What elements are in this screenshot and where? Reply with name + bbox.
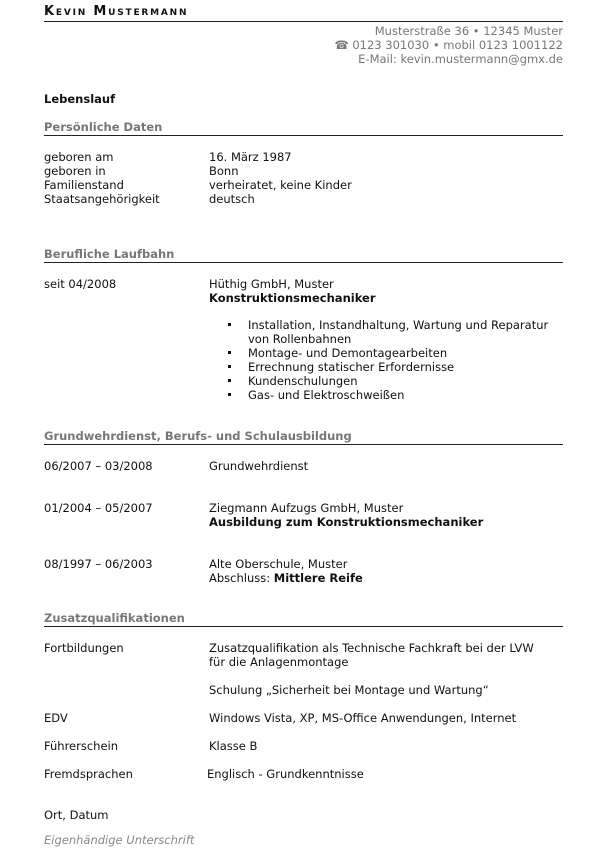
- bullet-icon: [228, 393, 231, 396]
- applicant-name: Kevin Mustermann: [44, 4, 189, 19]
- license-value: Klasse B: [209, 739, 258, 753]
- career-period: seit 04/2008: [44, 277, 117, 291]
- personal-label-marital: Familienstand: [44, 178, 124, 192]
- task-text: Kundenschulungen: [248, 374, 358, 388]
- section-heading-qualifications: Zusatzqualifikationen: [44, 611, 563, 627]
- license-label: Führerschein: [44, 739, 119, 753]
- list-item: [226, 346, 560, 360]
- education-entry-1: Grundwehrdienst: [209, 459, 309, 473]
- education-entry-2-detail: Ausbildung zum Konstruktionsmechaniker: [209, 515, 484, 529]
- training-value-1: Zusatzqualifikation als Technische Fachkraft bei der LVW: [209, 641, 534, 655]
- career-company: Hüthig GmbH, Muster: [209, 277, 334, 291]
- education-entry-3-detail: [209, 571, 363, 585]
- bullet-icon: [228, 323, 231, 326]
- personal-label-birthplace: geboren in: [44, 164, 106, 178]
- personal-value-nationality: deutsch: [209, 192, 255, 206]
- personal-label-birthdate: geboren am: [44, 150, 114, 164]
- education-period-3: 08/1997 – 06/2003: [44, 557, 153, 571]
- header-divider: [44, 21, 563, 22]
- section-heading-education: Grundwehrdienst, Berufs- und Schulausbildung: [44, 429, 563, 445]
- bullet-icon: [228, 351, 231, 354]
- languages-value: Englisch - Grundkenntnisse: [207, 767, 364, 781]
- personal-label-nationality: Staatsangehörigkeit: [44, 192, 160, 206]
- education-period-1: 06/2007 – 03/2008: [44, 459, 153, 473]
- career-task-list: [226, 318, 560, 402]
- section-heading-career: Berufliche Laufbahn: [44, 247, 563, 263]
- task-text: Gas- und Elektroschweißen: [248, 388, 405, 402]
- list-item: [226, 374, 560, 388]
- list-item: [226, 388, 560, 402]
- career-position: Konstruktionsmechaniker: [209, 291, 376, 305]
- task-text: Montage- und Demontagearbeiten: [248, 346, 448, 360]
- personal-value-birthdate: 16. März 1987: [209, 150, 292, 164]
- training-value-2: Schulung „Sicherheit bei Montage und Wartung“: [209, 683, 489, 697]
- training-label: Fortbildungen: [44, 641, 124, 655]
- education-entry-2: Ziegmann Aufzugs GmbH, Muster: [209, 501, 404, 515]
- list-item: [226, 318, 560, 346]
- degree-value: Mittlere Reife: [273, 571, 363, 585]
- personal-value-marital: verheiratet, keine Kinder: [209, 178, 352, 192]
- edv-label: EDV: [44, 711, 68, 725]
- contact-email: E-Mail: kevin.mustermann@gmx.de: [358, 52, 563, 66]
- edv-value: Windows Vista, XP, MS-Office Anwendungen, Internet: [209, 711, 517, 725]
- signature-line: Eigenhändige Unterschrift: [44, 833, 195, 847]
- bullet-icon: [228, 365, 231, 368]
- contact-phone: ☎ 0123 301030 • mobil 0123 1001122: [334, 38, 563, 52]
- place-date: Ort, Datum: [44, 808, 109, 822]
- training-value-1-cont: für die Anlagenmontage: [209, 655, 349, 669]
- section-heading-personal: Persönliche Daten: [44, 120, 563, 136]
- degree-label: Abschluss:: [209, 571, 274, 585]
- personal-value-birthplace: Bonn: [209, 164, 239, 178]
- document-title: Lebenslauf: [44, 92, 116, 106]
- contact-address: Musterstraße 36 • 12345 Muster: [374, 24, 563, 38]
- languages-label: Fremdsprachen: [44, 767, 133, 781]
- bullet-icon: [228, 379, 231, 382]
- education-entry-3: Alte Oberschule, Muster: [209, 557, 348, 571]
- education-period-2: 01/2004 – 05/2007: [44, 501, 153, 515]
- task-text: Errechnung statischer Erfordernisse: [248, 360, 455, 374]
- list-item: [226, 360, 560, 374]
- task-text: Installation, Instandhaltung, Wartung und Reparatur von Rollenbahnen: [248, 318, 549, 346]
